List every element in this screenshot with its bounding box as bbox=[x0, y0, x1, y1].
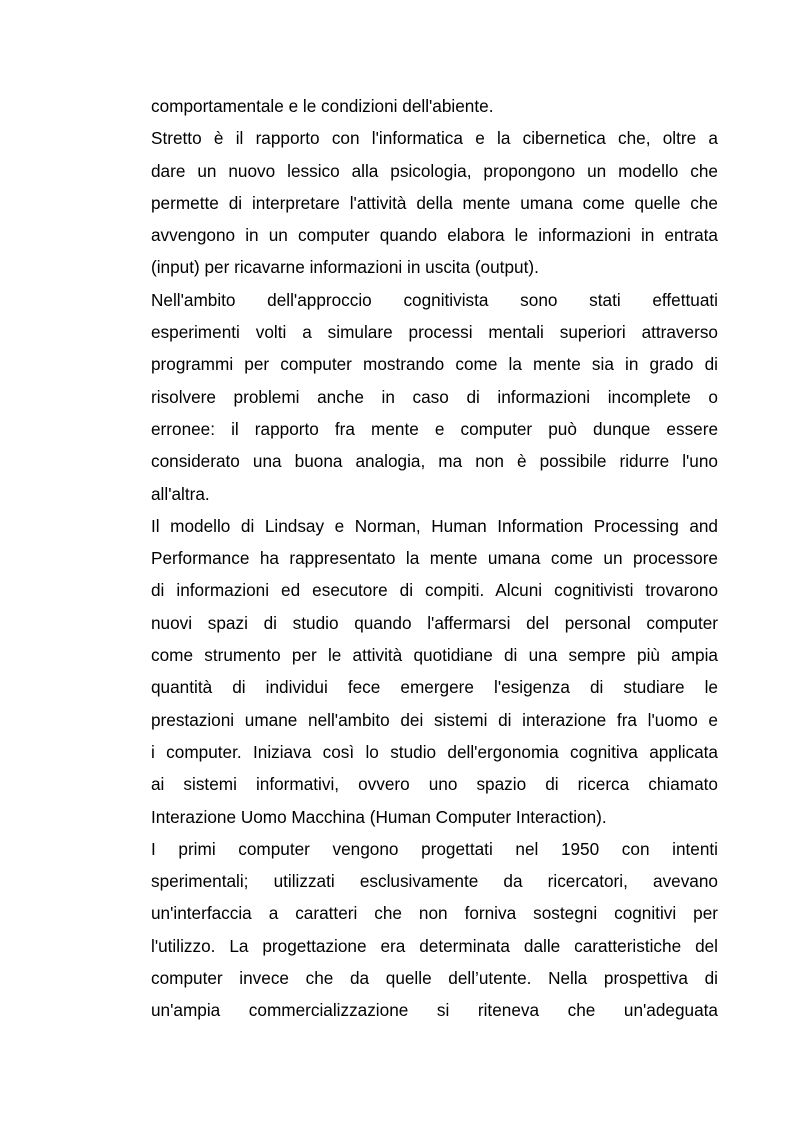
text-line: computer invece che da quelle dell’utente. Nella prospettiva di bbox=[151, 968, 718, 989]
text-line: Stretto è il rapporto con l'informatica e la cibernetica che, oltre a bbox=[151, 128, 718, 149]
text-line: Nell'ambito dell'approccio cognitivista sono stati effettuati bbox=[151, 289, 718, 310]
text-line: quantità di individui fece emergere l'esigenza di studiare le bbox=[151, 677, 718, 698]
text-line: ai sistemi informativi, ovvero uno spazio di ricerca chiamato bbox=[151, 774, 718, 795]
text-line: esperimenti volti a simulare processi mentali superiori attraverso bbox=[151, 322, 718, 343]
text-line: di informazioni ed esecutore di compiti. Alcuni cognitivisti trovarono bbox=[151, 580, 718, 601]
text-line: Performance ha rappresentato la mente umana come un processore bbox=[151, 548, 718, 569]
text-line: considerato una buona analogia, ma non è possibile ridurre l'uno bbox=[151, 451, 718, 472]
text-line: (input) per ricavarne informazioni in uscita (output). bbox=[151, 257, 539, 278]
text-line: I primi computer vengono progettati nel 1950 con intenti bbox=[151, 838, 718, 859]
text-line: i computer. Iniziava così lo studio dell'ergonomia cognitiva applicata bbox=[151, 741, 718, 762]
text-line: Il modello di Lindsay e Norman, Human Information Processing and bbox=[151, 515, 718, 536]
text-line: permette di interpretare l'attività della mente umana come quelle che bbox=[151, 192, 718, 213]
text-line: nuovi spazi di studio quando l'affermarsi del personal computer bbox=[151, 612, 718, 633]
text-line: erronee: il rapporto fra mente e computer può dunque essere bbox=[151, 418, 718, 439]
text-line: Interazione Uomo Macchina (Human Computer Interaction). bbox=[151, 806, 607, 827]
text-line: comportamentale e le condizioni dell'abiente. bbox=[151, 96, 494, 116]
text-line: un'interfaccia a caratteri che non forniva sostegni cognitivi per bbox=[151, 903, 718, 924]
body-text bbox=[151, 90, 718, 1027]
text-line: all'altra. bbox=[151, 483, 210, 504]
text-line: avvengono in un computer quando elabora le informazioni in entrata bbox=[151, 225, 718, 246]
text-line: un'ampia commercializzazione si riteneva che un'adeguata bbox=[151, 1000, 718, 1021]
text-line: come strumento per le attività quotidiane di una sempre più ampia bbox=[151, 645, 718, 666]
text-line: sperimentali; utilizzati esclusivamente da ricercatori, avevano bbox=[151, 871, 718, 892]
text-line: l'utilizzo. La progettazione era determinata dalle caratteristiche del bbox=[151, 935, 718, 956]
text-line: programmi per computer mostrando come la mente sia in grado di bbox=[151, 354, 718, 375]
text-line: risolvere problemi anche in caso di informazioni incomplete o bbox=[151, 386, 718, 407]
text-line: dare un nuovo lessico alla psicologia, propongono un modello che bbox=[151, 160, 718, 181]
text-line: prestazioni umane nell'ambito dei sistemi di interazione fra l'uomo e bbox=[151, 709, 718, 730]
